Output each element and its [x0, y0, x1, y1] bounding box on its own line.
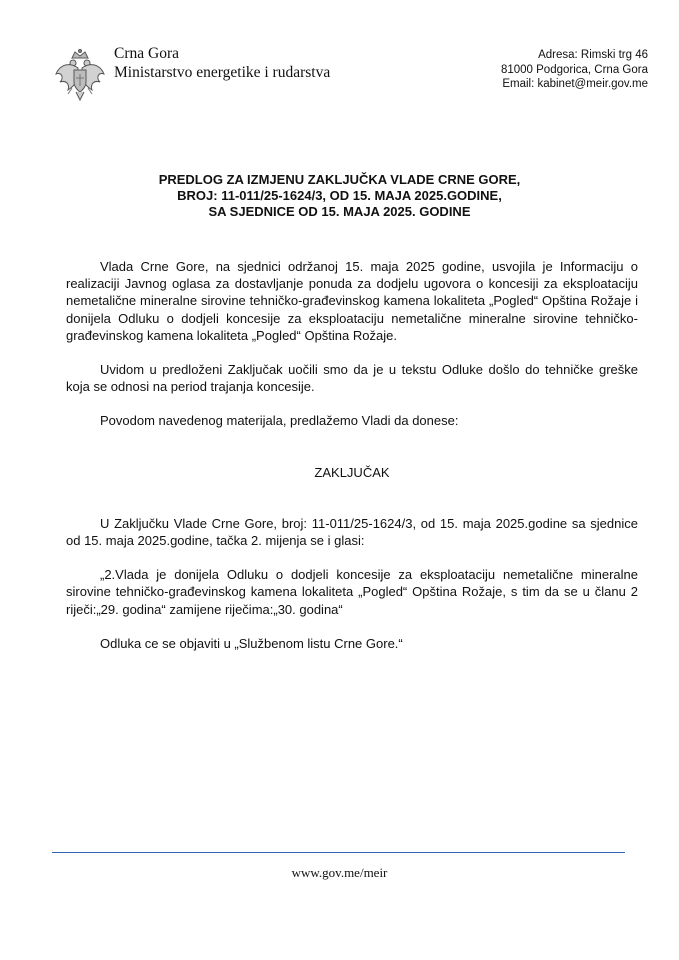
city: 81000 Podgorica, Crna Gora — [500, 63, 648, 76]
document-body — [66, 258, 638, 652]
montenegro-coat-of-arms-icon — [52, 48, 108, 104]
paragraph-6: Odluka ce se objaviti u „Službenom listu Crne Gore.“ — [100, 635, 403, 651]
footer-website: www.gov.me/meir — [291, 865, 388, 880]
section-heading: ZAKLJUČAK — [314, 464, 390, 480]
organization-name — [114, 44, 330, 82]
paragraph-4: U Zaključku Vlade Crne Gore, broj: 11-011/25-1624/3, od 15. maja 2025.godine sa sjednice od 15. maja 2025.godine, tačka 2. mijenja se i glasi: — [66, 515, 638, 549]
contact-block — [501, 48, 648, 92]
title-line-1: PREDLOG ZA IZMJENU ZAKLJUČKA VLADE CRNE GORE, — [158, 172, 521, 187]
paragraph-3: Povodom navedenog materijala, predlažemo Vladi da donese: — [100, 413, 459, 429]
address: Adresa: Rimski trg 46 — [538, 49, 648, 61]
paragraph-2: Uvidom u predloženi Zaključak uočili smo da je u tekstu Odluke došlo do tehničke greške koja se odnosi na period trajanja koncesije. — [66, 362, 638, 395]
paragraph-5: „2.Vlada je donijela Odluku o dodjeli koncesije za eksploataciju nemetalične mineralne sirovine tehničko-građevinskog kamena lokaliteta „Pogled“ Opština Rožaje, s tim da se u članu 2 riječi:„29. godina“ zamijene riječima:„30. godina“ — [66, 567, 638, 617]
paragraph-1: Vlada Crne Gore, na sjednici održanoj 15. maja 2025 godine, usvojila je Informaciju o realizaciji Javnog oglasa za dostavljanje ponuda za dodjelu ugovora o koncesiji za eksploataciju nemetalične mineralne sirovine tehničko-građevinskog kamena lokaliteta „Pogled“ Opština Rožaje i donijela Odluku o dodjeli koncesije za eksploataciju nemetalične mineralne sirovine tehničko-građevinskog kamena lokaliteta „Pogled“ Opština Rožaje. — [66, 259, 638, 343]
org-country: Crna Gora — [114, 45, 179, 62]
document-title — [60, 172, 619, 220]
title-line-2: BROJ: 11-011/25-1624/3, OD 15. MAJA 2025.GODINE, — [177, 188, 502, 203]
email: Email: kabinet@meir.gov.me — [502, 78, 648, 90]
title-line-3: SA SJEDNICE OD 15. MAJA 2025. GODINE — [208, 204, 471, 219]
org-ministry: Ministarstvo energetike i rudarstva — [114, 64, 331, 81]
footer-divider — [52, 852, 625, 853]
